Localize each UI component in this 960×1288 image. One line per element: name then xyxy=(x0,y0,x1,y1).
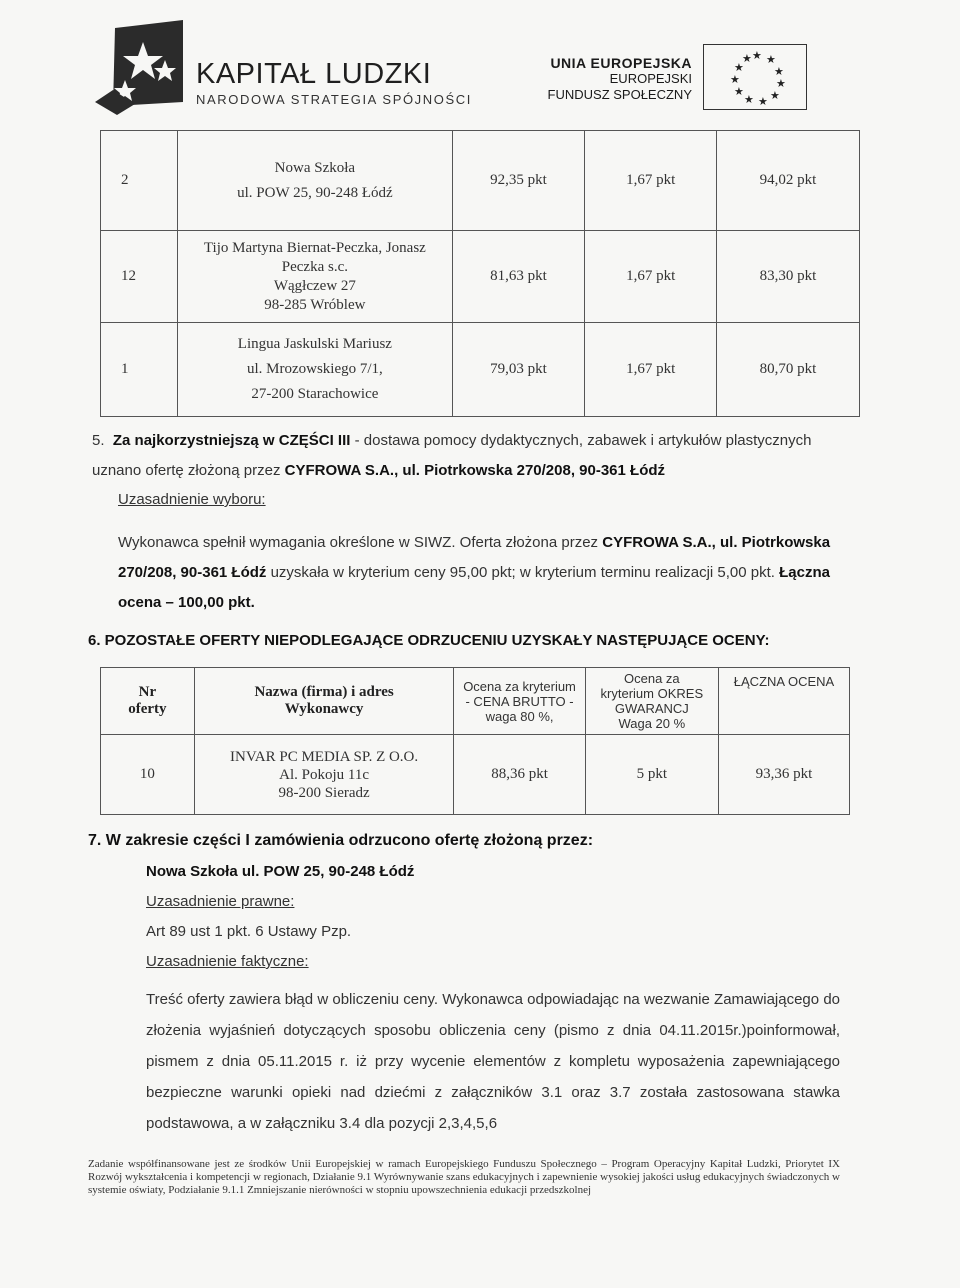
warranty-score: 1,67 pkt xyxy=(585,231,717,323)
justification-part: Wykonawca spełnił wymagania określone w SIWZ. Oferta złożona przez xyxy=(118,534,603,551)
table-row xyxy=(101,131,860,231)
star-icon: ★ xyxy=(766,54,776,66)
winner-company: CYFROWA S.A., ul. Piotrkowska 270/208, 90-361 Łódź xyxy=(284,462,666,479)
offer-number: 10 xyxy=(101,735,195,815)
header-line: Wykonawcy xyxy=(284,701,364,717)
name-line: ul. POW 25, 90-248 Łódź xyxy=(237,184,393,201)
star-icon: ★ xyxy=(776,78,786,90)
header-line: Ocena za xyxy=(624,671,680,686)
section-7-heading: 7. W zakresie części I zamówienia odrzucono ofertę złożoną przez: xyxy=(88,832,594,849)
ue-line-3: FUNDUSZ SPOŁECZNY xyxy=(547,87,692,102)
kapital-ludzki-subtitle: NARODOWA STRATEGIA SPÓJNOŚCI xyxy=(196,92,472,107)
table-row xyxy=(101,735,850,815)
factual-basis-text: Treść oferty zawiera błąd w obliczeniu ceny. Wykonawca odpowiadając na wezwanie Zamawiającego do złożenia wyjaśnień dotyczących sposobu obliczenia ceny (pismo z dnia 04.11.2015r.)poinformował, pismem z dnia 05.11.2015 r. iż przy wycenie elementów z kompletu wyposażenia zapewniającego bezpieczne warunki opieki nad dziećmi z załączników 3.1 oraz 3.7 została zastosowana stawka podstawowa, a w załączniku 3.4 dla pozycji 2,3,4,5,6 xyxy=(146,991,840,1132)
header-line: GWARANCJ xyxy=(614,701,689,716)
header-line: oferty xyxy=(128,701,167,717)
rejected-company: Nowa Szkoła ul. POW 25, 90-248 Łódź xyxy=(146,863,415,880)
header-line: Nr xyxy=(138,684,157,700)
total-score: 93,36 pkt xyxy=(719,735,850,815)
star-icon: ★ xyxy=(734,62,744,74)
name-line: 98-200 Sieradz xyxy=(278,784,370,801)
header-total: ŁĄCZNA OCENA xyxy=(719,668,850,735)
name-line: Peczka s.c. xyxy=(281,258,348,275)
price-score: 81,63 pkt xyxy=(452,231,585,323)
name-line: Tijo Martyna Biernat-Peczka, Jonasz xyxy=(203,239,426,256)
justification-total: Łączna ocena – 100,00 pkt. xyxy=(118,564,830,611)
star-icon: ★ xyxy=(758,96,768,108)
offer-name xyxy=(178,231,452,323)
name-line: 27-200 Starachowice xyxy=(251,386,379,402)
section-5-text: - dostawa pomocy dydaktycznych, zabawek i artykułów plastycznych uznano ofertę złożoną przez xyxy=(92,432,812,479)
offer-name xyxy=(178,131,452,231)
header-line: Nazwa (firma) i adres xyxy=(254,684,394,700)
header-nr xyxy=(101,668,195,735)
total-score: 80,70 pkt xyxy=(716,323,859,417)
table-row xyxy=(101,231,860,323)
name-line: 98-285 Wróblew xyxy=(264,296,366,313)
price-score: 79,03 pkt xyxy=(452,323,585,417)
section-number: 5. xyxy=(92,432,105,449)
ue-title: UNIA EUROPEJSKA xyxy=(550,55,692,71)
ue-line-2: EUROPEJSKI xyxy=(609,71,692,86)
header-line: kryterium OKRES xyxy=(600,686,704,701)
price-score: 88,36 pkt xyxy=(454,735,585,815)
header-line: - CENA BRUTTO - xyxy=(465,693,574,709)
table-row xyxy=(101,323,860,417)
justification-label: Uzasadnienie wyboru: xyxy=(118,491,266,508)
justification-text xyxy=(118,528,838,618)
section-5-bold-lead: Za najkorzystniejszą w CZĘŚCI III xyxy=(112,432,351,449)
name-line: ul. Mrozowskiego 7/1, xyxy=(246,361,383,377)
name-line: INVAR PC MEDIA SP. Z O.O. xyxy=(230,748,419,765)
header-price-criterion xyxy=(454,668,585,735)
offer-name xyxy=(194,735,454,815)
star-icon: ★ xyxy=(744,94,754,106)
factual-basis-label: Uzasadnienie faktyczne: xyxy=(146,953,309,970)
scores-table-top xyxy=(100,130,860,417)
legal-basis-text: Art 89 ust 1 pkt. 6 Ustawy Pzp. xyxy=(146,923,352,940)
header-name xyxy=(194,668,454,735)
kapital-ludzki-logo xyxy=(95,20,187,115)
star-icon: ★ xyxy=(734,86,744,98)
table-header-row xyxy=(101,668,850,735)
offer-number: 2 xyxy=(101,131,178,231)
star-icon: ★ xyxy=(774,66,784,78)
footer-funding-note: Zadanie współfinansowane jest ze środków Unii Europejskiej w ramach Europejskiego Funduszu Społecznego – Program Operacyjny Kapitał Ludzki, Priorytet IX Rozwój wykształcenia i kompetencji w regionach, Działanie 9.1 Wyrównywanie szans edukacyjnych i zapewnienie wysokiej jakości usług edukacyjnych świadczonych w systemie oświaty, Podziałanie 9.1.1 Zmniejszanie nierówności w stopniu upowszechnienia edukacji przedszkolnej xyxy=(88,1158,840,1196)
name-line: Al. Pokoju 11c xyxy=(279,766,370,783)
kapital-ludzki-title: KAPITAŁ LUDZKI xyxy=(196,58,432,90)
name-line: Lingua Jaskulski Mariusz xyxy=(237,336,392,352)
warranty-score: 1,67 pkt xyxy=(585,131,717,231)
star-icon: ★ xyxy=(770,90,780,102)
price-score: 92,35 pkt xyxy=(452,131,585,231)
scores-table-other xyxy=(100,667,850,815)
offer-number: 1 xyxy=(101,323,178,417)
ue-text-block xyxy=(548,55,692,103)
warranty-score: 1,67 pkt xyxy=(585,323,717,417)
justification-part: uzyskała w kryterium ceny 95,00 pkt; w kryterium terminu realizacji 5,00 pkt. xyxy=(266,564,780,581)
header-warranty-criterion xyxy=(585,668,718,735)
star-icon: ★ xyxy=(742,53,752,65)
section-6-heading: 6. POZOSTAŁE OFERTY NIEPODLEGAJĄCE ODRZUCENIU UZYSKAŁY NASTĘPUJĄCE OCENY: xyxy=(88,632,770,649)
warranty-score: 5 pkt xyxy=(585,735,718,815)
header-line: waga 80 %, xyxy=(485,708,554,724)
section-5-winner xyxy=(92,426,832,486)
justification-company: CYFROWA S.A., ul. Piotrkowska 270/208, 90-361 Łódź xyxy=(118,534,831,581)
total-score: 83,30 pkt xyxy=(716,231,859,323)
offer-name xyxy=(178,323,452,417)
offer-number: 12 xyxy=(101,231,178,323)
eu-flag-logo xyxy=(703,44,807,110)
star-icon: ★ xyxy=(730,74,740,86)
legal-basis-label: Uzasadnienie prawne: xyxy=(146,893,295,910)
name-line: Nowa Szkoła xyxy=(274,159,356,176)
total-score: 94,02 pkt xyxy=(716,131,859,231)
header-line: Ocena za kryterium xyxy=(463,678,576,694)
star-icon: ★ xyxy=(752,50,762,62)
header-line: Waga 20 % xyxy=(618,716,686,731)
name-line: Wągłczew 27 xyxy=(273,277,356,294)
